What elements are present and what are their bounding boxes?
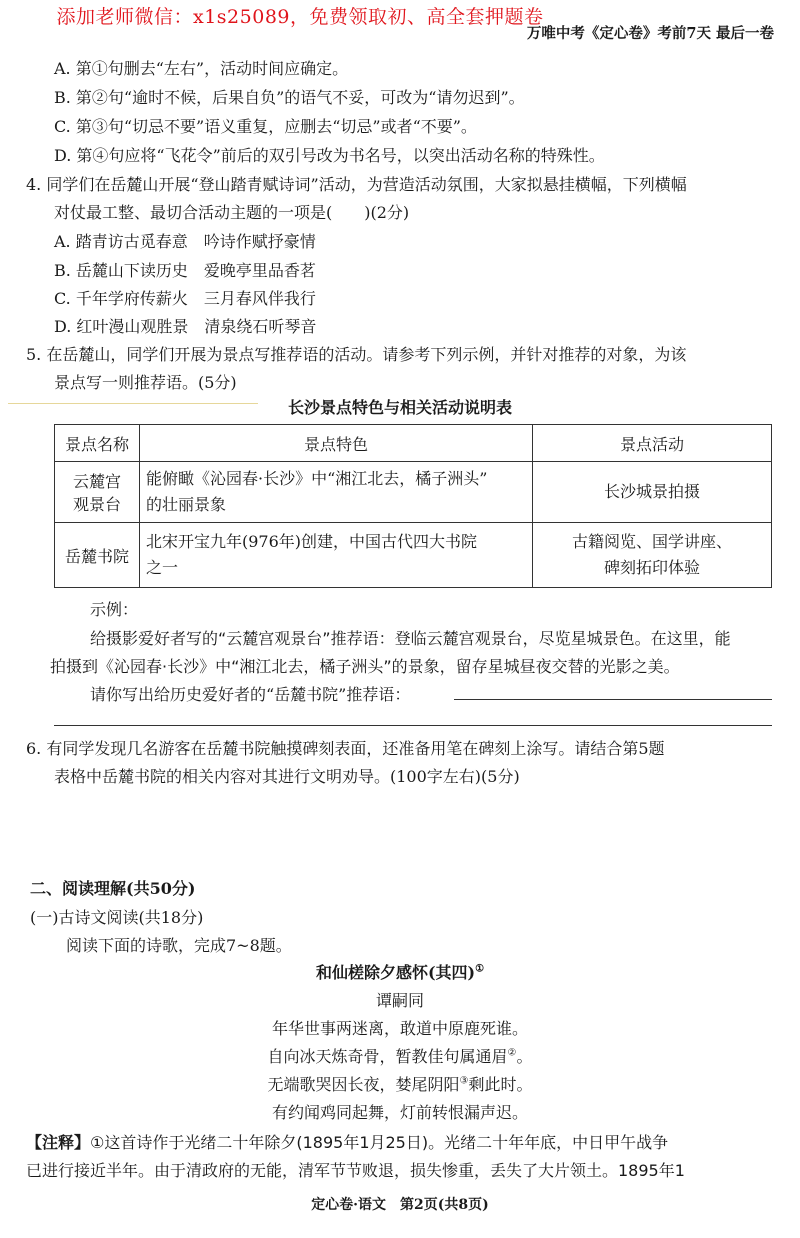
q6-stem: 6. 有同学发现几名游客在岳麓书院触摸碑刻表面，还准备用笔在碑刻上涂写。请结合第5题 [26,739,665,758]
example-text-cont: 拍摄到《沁园春·长沙》中“湘江北去，橘子洲头”的景象，留存星城昼夜交替的光影之美。 [50,657,680,676]
example-label: 示例： [90,600,139,619]
table-cell-feature [140,462,533,523]
q4-option-b: B. 岳麓山下读历史 爱晚亭里品香茗 [54,261,316,280]
q6-stem-cont: 表格中岳麓书院的相关内容对其进行文明劝导。(100字左右)(5分) [54,767,520,786]
table-header-cell: 景点特色 [140,425,533,462]
poem-title-text: 和仙槎除夕感怀(其四) [315,963,476,982]
q3-option-d: D. 第④句应将“飞花令”前后的双引号改为书名号，以突出活动名称的特殊性。 [54,146,605,165]
poem-line [0,1072,800,1095]
cell-text: 之一 [146,558,179,577]
answer-line[interactable] [54,725,772,726]
annotation [26,1130,668,1153]
table-cell-name [55,523,140,588]
section-title: 二、阅读理解(共50分) [30,879,196,898]
q3-option-c: C. 第③句“切忌不要”语义重复，应删去“切忌”或者“不要”。 [54,117,477,136]
reading-instruction: 阅读下面的诗歌，完成7~8题。 [66,936,292,955]
subsection-title: (一)古诗文阅读(共18分) [30,908,204,927]
q5-stem: 5. 在岳麓山，同学们开展为景点写推荐语的活动。请参考下列示例，并针对推荐的对象，为该 [26,345,687,364]
cell-text: 长沙城景拍摄 [603,482,700,501]
q3-option-b: B. 第②句“逾时不候，后果自负”的语气不妥，可改为“请勿迟到”。 [54,88,525,107]
cell-text: 古籍阅览、国学讲座、 [571,532,732,551]
cell-text: 能俯瞰《沁园春·长沙》中“湘江北去，橘子洲头” [146,469,488,488]
table-cell-activity [533,462,772,523]
q4-stem-cont: 对仗最工整、最切合活动主题的一项是( )(2分) [54,203,410,222]
example-text: 给摄影爱好者写的“云麓宫观景台”推荐语：登临云麓宫观景台，尽览星城景色。在这里，能 [90,629,731,648]
exam-header: 万唯中考《定心卷》考前7天 最后一卷 [526,25,774,42]
footnote-mark: ① [475,963,485,975]
annotation-text: ①这首诗作于光绪二十年除夕(1895年1月25日)。光绪二十年年底，中日甲午战争 [90,1133,669,1152]
page-footer: 定心卷·语文 第2页(共8页) [311,1197,489,1213]
spots-table [54,424,772,588]
table-cell-name [55,462,140,523]
cell-text: 观景台 [72,495,121,514]
table-row [55,523,772,588]
cell-text: 的壮丽景象 [146,495,227,514]
table-cell-feature [140,523,533,588]
poem-line: 有约闻鸡同起舞，灯前转恨漏声迟。 [271,1103,528,1122]
table-header-cell: 景点名称 [55,425,140,462]
table-header-cell: 景点活动 [533,425,772,462]
q3-option-a: A. 第①句删去“左右”，活动时间应确定。 [54,59,349,78]
q5-answer-prompt: 请你写出给历史爱好者的“岳麓书院”推荐语： [90,685,411,704]
footnote-mark: ③ [459,1075,469,1087]
table-header-row [55,425,772,462]
poem-title [0,960,800,983]
watermark-banner: 添加老师微信：x1s25089，免费领取初、高全套押题卷 [56,6,544,28]
q4-stem: 4. 同学们在岳麓山开展“登山踏青赋诗词”活动，为营造活动氛围，大家拟悬挂横幅，下列横幅 [26,175,687,194]
annotation-cont: 已进行接近半年。由于清政府的无能，清军节节败退，损失惨重，丢失了大片领土。1895年1 [26,1161,685,1180]
table-cell-activity [533,523,772,588]
answer-line[interactable] [454,699,772,700]
poem-line-text: 自向冰天炼奇骨，暂教佳句属通眉 [267,1047,508,1066]
footnote-mark: ② [507,1047,517,1059]
poem-line-text: 无端歌哭因长夜，婪尾阴阳 [267,1075,460,1094]
cell-text: 云麓宫 [72,472,121,491]
q4-option-c: C. 千年学府传薪火 三月春风伴我行 [54,289,316,308]
q4-option-a: A. 踏青访古觅春意 吟诗作赋抒豪情 [54,232,316,251]
cell-text: 碑刻拓印体验 [603,558,700,577]
q4-option-d: D. 红叶漫山观胜景 清泉绕石听琴音 [54,317,317,336]
cell-text: 岳麓书院 [64,546,129,566]
table-title: 长沙景点特色与相关活动说明表 [287,398,512,417]
poem-line: 自向冰天炼奇骨，暂教佳句属通眉②。 [267,1047,533,1066]
annotation-label: 【注释】 [26,1133,91,1152]
poem-line-text: 剩此时。 [468,1075,533,1094]
q5-stem-cont: 景点写一则推荐语。(5分) [54,373,237,392]
table-row [55,462,772,523]
cell-text: 北宋开宝九年(976年)创建，中国古代四大书院 [146,532,478,551]
poem-line: 年华世事两迷离，敢道中原鹿死谁。 [271,1019,528,1038]
poem-author: 谭嗣同 [375,991,424,1010]
